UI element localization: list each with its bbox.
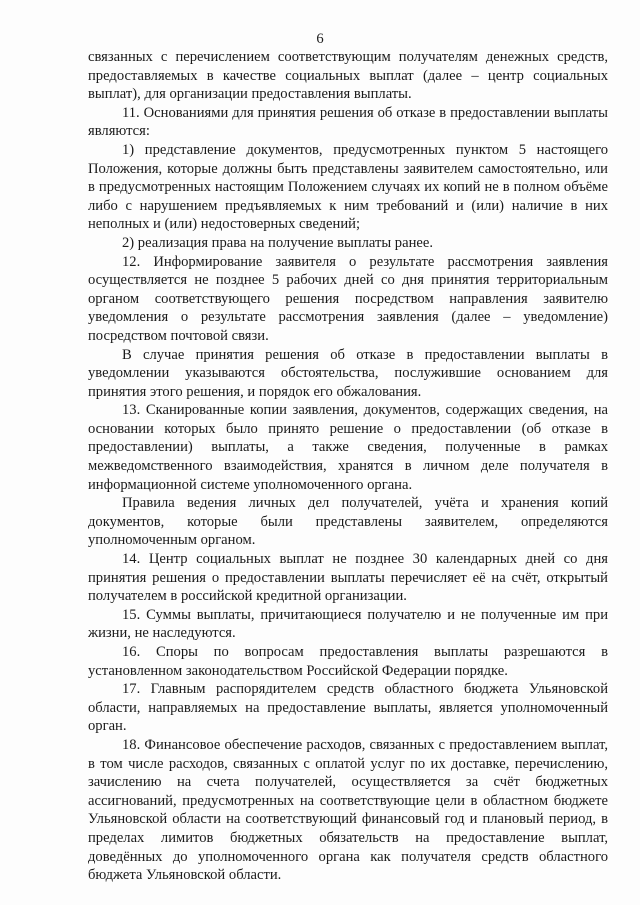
document-body [88, 48, 608, 885]
paragraph-clause-11-item-2: 2) реализация права на получение выплаты ранее. [122, 234, 433, 251]
paragraph-clause-11-item-1: 1) представление документов, предусмотренных пунктом 5 настоящего Положения, которые должны быть представлены заявителем самостоятельно, или в предусмотренных настоящим Положением случаях их копий не в полном объёме либо с нарушением предъявляемых к ним требований и (или) наличие в них неполных и (или) недостоверных сведений; [88, 141, 608, 233]
paragraph-clause-12: 12. Информирование заявителя о результате рассмотрения заявления осуществляется не позднее 5 рабочих дней со дня принятия территориальным органом соответствующего решения посредством направления заявителю уведомления о результате рассмотрения заявления (далее – уведомление) посредством почтовой связи. [88, 253, 608, 344]
paragraph-clause-13: 13. Сканированные копии заявления, документов, содержащих сведения, на основании которых было принято решение о предоставлении (об отказе в предоставлении) выплаты, а также сведения, полученные в рамках межведомственного взаимодействия, хранятся в личном деле получателя в информационной системе уполномоченного органа. [88, 402, 608, 493]
paragraph-clause-13-rules: Правила ведения личных дел получателей, учёта и хранения копий документов, которые были представлены заявителем, определяются уполномоченным органом. [88, 495, 608, 549]
paragraph-continuation: связанных с перечислением соответствующим получателям денежных средств, предоставляемых в качестве социальных выплат (далее – центр социальных выплат), для организации предоставления выплаты. [88, 49, 608, 103]
page-number: 6 [316, 31, 324, 47]
paragraph-clause-14: 14. Центр социальных выплат не позднее 30 календарных дней со дня принятия решения о предоставлении выплаты перечисляет её на счёт, открытый получателем в российской кредитной организации. [88, 551, 608, 605]
paragraph-clause-15: 15. Суммы выплаты, причитающиеся получателю и не полученные им при жизни, не наследуются. [88, 606, 608, 642]
paragraph-clause-11: 11. Основаниями для принятия решения об отказе в предоставлении выплаты являются: [88, 104, 608, 140]
paragraph-clause-12-refusal: В случае принятия решения об отказе в предоставлении выплаты в уведомлении указываются обстоятельства, послужившие основанием для принятия этого решения, и порядок его обжалования. [88, 346, 608, 400]
paragraph-clause-17: 17. Главным распорядителем средств областного бюджета Ульяновской области, направляемых на предоставление выплаты, является уполномоченный орган. [88, 681, 608, 735]
paragraph-clause-18: 18. Финансовое обеспечение расходов, связанных с предоставлением выплат, в том числе расходов, связанных с оплатой услуг по их доставке, перечислению, зачислению на счета получателей, осуществляется за счёт бюджетных ассигнований, предусмотренных на соответствующие цели в областном бюджете Ульяновской области на соответствующий финансовый год и плановый период, в пределах лимитов бюджетных обязательств на предоставление выплат, доведённых до уполномоченного органа как получателя средств областного бюджета Ульяновской области. [88, 736, 608, 884]
paragraph-clause-16: 16. Споры по вопросам предоставления выплаты разрешаются в установленном законодательством Российской Федерации порядке. [88, 644, 608, 679]
